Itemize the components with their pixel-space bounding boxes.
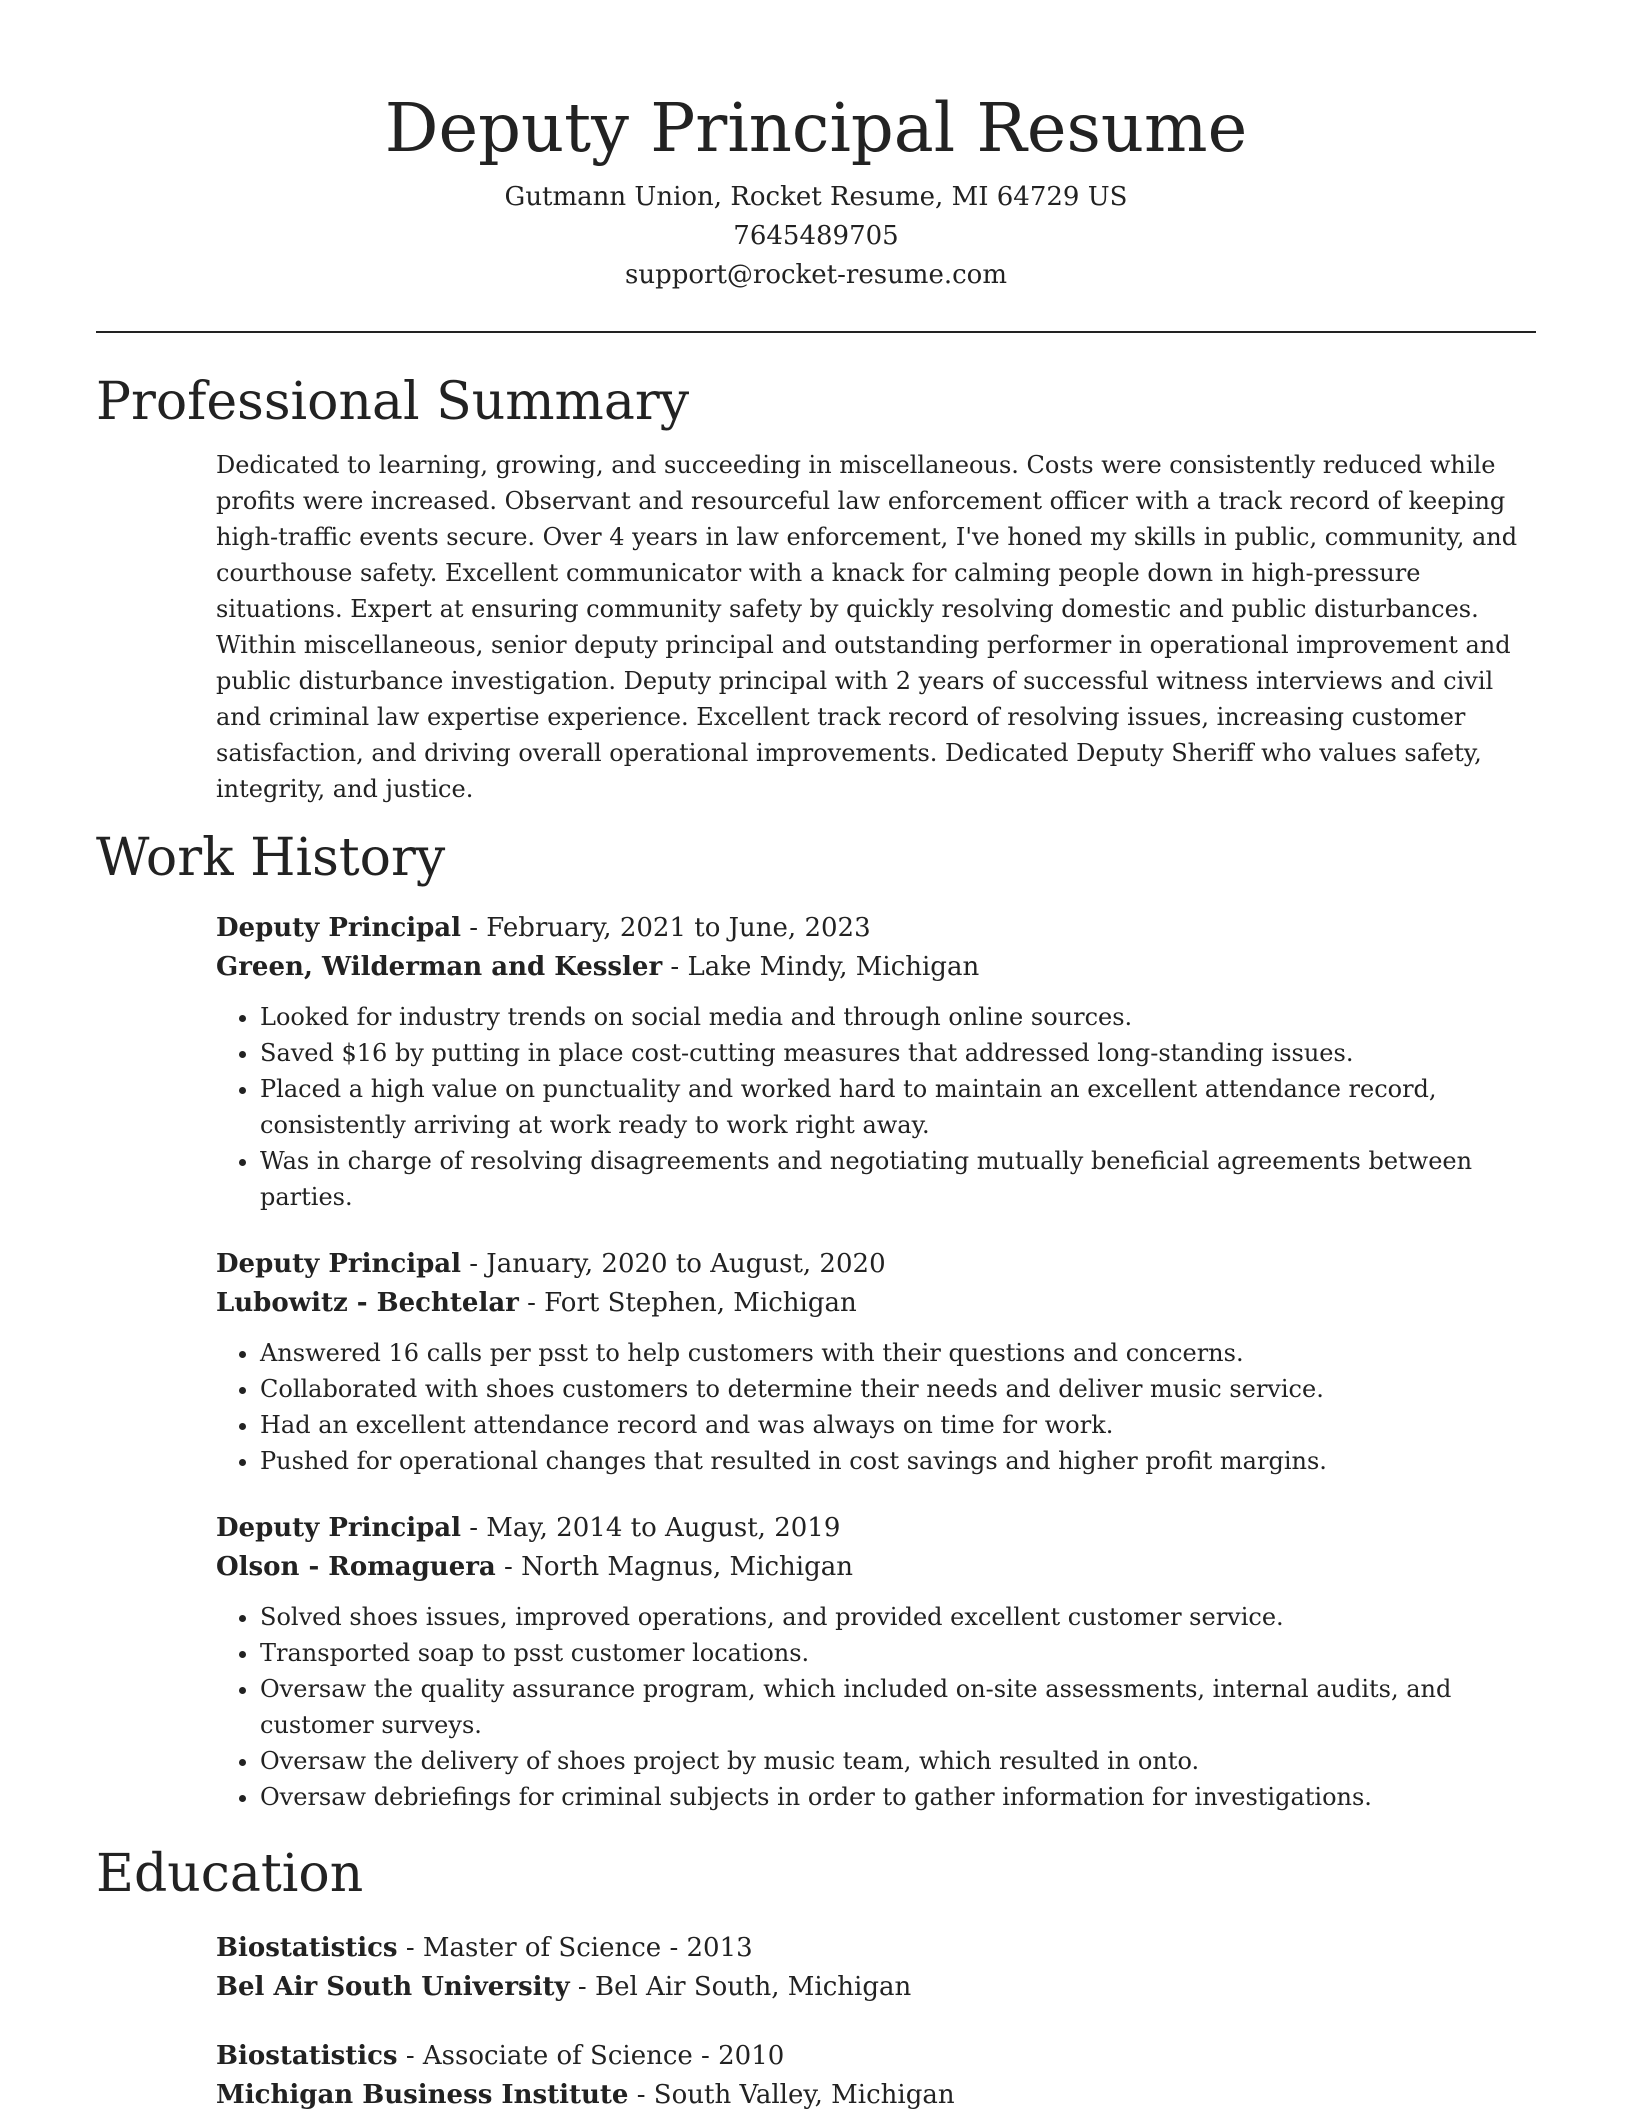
education-school: Bel Air South University (216, 1972, 570, 2002)
job-bullet: • Pushed for operational changes that resulted in cost savings and higher profit margins. (260, 1443, 1536, 1479)
contact-phone: 7645489705 (733, 221, 899, 251)
education-section (216, 1929, 1536, 2115)
education-degree: - Master of Science - 2013 (397, 1933, 753, 1963)
job-bullet: • Saved $16 by putting in place cost-cutting measures that addressed long-standing issues. (260, 1035, 1536, 1071)
job-company: Olson - Romaguera (216, 1552, 496, 1582)
job-entry (216, 1509, 1536, 1815)
job-dates: - January, 2020 to August, 2020 (460, 1249, 886, 1279)
job-dates: - February, 2021 to June, 2023 (460, 913, 871, 943)
education-degree-line (216, 1929, 1536, 1968)
job-location: - North Magnus, Michigan (495, 1552, 853, 1582)
job-bullet: • Oversaw the quality assurance program, which included on-site assessments, internal audits, and customer surveys. (260, 1671, 1536, 1743)
job-title: Deputy Principal (216, 913, 461, 943)
summary-section (216, 447, 1536, 807)
summary-heading: Professional Summary (96, 372, 690, 432)
job-company-line (216, 1284, 1536, 1323)
job-entry (216, 1245, 1536, 1479)
job-bullet-list (216, 1599, 1536, 1815)
work-history-heading: Work History (96, 828, 446, 888)
job-title: Deputy Principal (216, 1249, 461, 1279)
job-company-line (216, 1548, 1536, 1587)
job-bullet: • Oversaw debriefings for criminal subjects in order to gather information for investigations. (260, 1779, 1536, 1815)
job-bullet: • Looked for industry trends on social media and through online sources. (260, 999, 1536, 1035)
job-bullet-list (216, 999, 1536, 1215)
education-entry (216, 1929, 1536, 2007)
job-company: Green, Wilderman and Kessler (216, 952, 663, 982)
job-company: Lubowitz - Bechtelar (216, 1288, 519, 1318)
education-school: Michigan Business Institute (216, 2080, 629, 2110)
summary-text: Dedicated to learning, growing, and succeeding in miscellaneous. Costs were consistently reduced while profits were increased. Observant and resourceful law enforcement officer with a track record of keeping high-traffic events secure. Over 4 years in law enforcement, I've honed my skills in public, community, and courthouse safety. Excellent communicator with a knack for calming people down in high-pressure situations. Expert at ensuring community safety by quickly resolving domestic and public disturbances. Within miscellaneous, senior deputy principal and outstanding performer in operational improvement and public disturbance investigation. Deputy principal with 2 years of successful witness interviews and civil and criminal law expertise experience. Excellent track record of resolving issues, increasing customer satisfaction, and driving overall operational improvements. Dedicated Deputy Sheriff who values safety, integrity, and justice. (216, 451, 1518, 803)
job-bullet-list (216, 1335, 1536, 1479)
job-entry (216, 909, 1536, 1215)
education-school-line (216, 1968, 1536, 2007)
header-divider (96, 331, 1536, 333)
job-bullet: • Answered 16 calls per psst to help customers with their questions and concerns. (260, 1335, 1536, 1371)
education-degree-line (216, 2037, 1536, 2076)
page-title: Deputy Principal Resume (384, 89, 1248, 167)
job-title-line (216, 1509, 1536, 1548)
job-bullet: • Collaborated with shoes customers to determine their needs and deliver music service. (260, 1371, 1536, 1407)
job-bullet: • Placed a high value on punctuality and worked hard to maintain an excellent attendance record, consistently arriving at work ready to work right away. (260, 1071, 1536, 1143)
education-field: Biostatistics (216, 1933, 398, 1963)
job-title: Deputy Principal (216, 1513, 461, 1543)
education-entry (216, 2037, 1536, 2115)
work-history-section (216, 909, 1536, 1815)
resume-header (96, 0, 1536, 295)
education-field: Biostatistics (216, 2041, 398, 2071)
education-heading: Education (96, 1844, 364, 1904)
education-degree: - Associate of Science - 2010 (397, 2041, 785, 2071)
job-bullet: • Was in charge of resolving disagreements and negotiating mutually beneficial agreements between parties. (260, 1143, 1536, 1215)
job-title-line (216, 1245, 1536, 1284)
job-bullet: • Transported soap to psst customer locations. (260, 1635, 1536, 1671)
job-bullet: • Solved shoes issues, improved operations, and provided excellent customer service. (260, 1599, 1536, 1635)
contact-email: support@rocket-resume.com (624, 260, 1007, 290)
job-dates: - May, 2014 to August, 2019 (460, 1513, 841, 1543)
job-location: - Lake Mindy, Michigan (662, 952, 980, 982)
education-location: - South Valley, Michigan (628, 2080, 955, 2110)
job-company-line (216, 948, 1536, 987)
education-location: - Bel Air South, Michigan (569, 1972, 912, 2002)
job-bullet: • Had an excellent attendance record and was always on time for work. (260, 1407, 1536, 1443)
job-location: - Fort Stephen, Michigan (518, 1288, 857, 1318)
job-bullet: • Oversaw the delivery of shoes project by music team, which resulted in onto. (260, 1743, 1536, 1779)
education-school-line (216, 2076, 1536, 2115)
contact-address: Gutmann Union, Rocket Resume, MI 64729 US (504, 182, 1128, 212)
job-title-line (216, 909, 1536, 948)
